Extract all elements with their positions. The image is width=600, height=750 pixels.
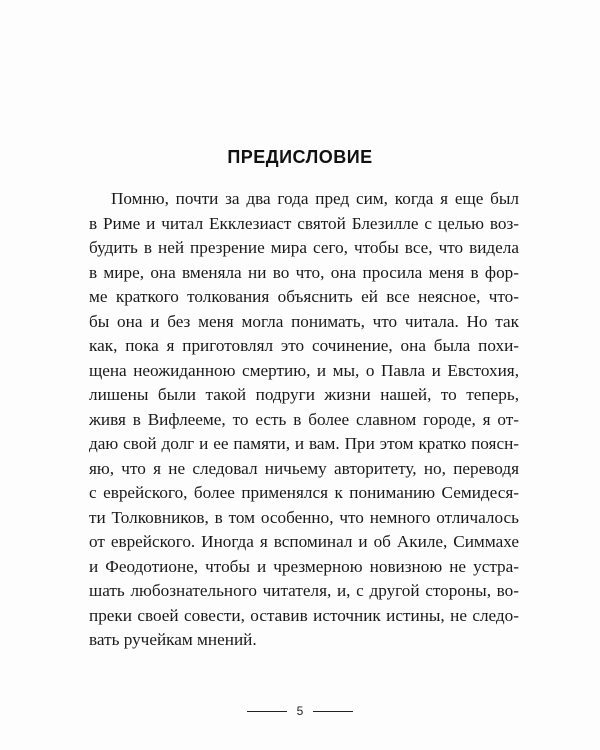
text-line: даю свой долг и ее памяти, и вам. При этом кратко поясн- [89,434,519,453]
page-number: 5 [296,704,304,718]
text-line: от еврейского. Иногда я вспоминал и об Акиле, Симмахе [89,532,519,551]
text-line: вать ручейкам мнений. [89,630,257,649]
text-line: лишены были такой подруги жизни нашей, то теперь, [89,385,519,404]
page-title: ПРЕДИСЛОВИЕ [227,147,373,167]
text-line: ти Толковников, в том особенно, что немного отличалось [89,507,519,527]
text-line: преки своей совести, оставив источник истины, не следо- [89,605,519,625]
text-line: яю, что я не следовал ничьему авторитету, но, переводя [89,458,519,478]
text-line: ме краткого толкования объяснить ей все неясное, что- [89,287,519,306]
footer-rule-right [313,711,353,712]
text-line: бы она и без меня могла понимать, что читала. Но так [89,311,519,331]
text-line: живя в Вифлееме, то есть в более славном городе, я от- [89,409,519,429]
text-line: в Риме и читал Екклезиаст святой Блезилле с целью воз- [89,213,519,233]
text-line: с еврейского, более применялся к пониманию Семидеся- [89,483,519,502]
preface-paragraph [89,187,519,653]
text-line: будить в ней презрение мира сего, чтобы все, что видела [89,238,519,257]
text-line: щена неожиданною смертию, и мы, о Павла и Евстохия, [89,360,519,380]
text-line: как, пока я приготовлял это сочинение, она была похи- [89,336,519,355]
text-line: Помню, почти за два года пред сим, когда я еще был [111,189,519,208]
text-line: и Феодотионе, чтобы и чрезмерною новизною не устра- [89,556,519,576]
page-footer [0,704,600,718]
footer-rule-left [247,711,287,712]
text-line: в мире, она вменяла ни во что, она просила меня в фор- [89,262,519,282]
text-line: шать любознательного читателя, и, с другой стороны, во- [89,581,519,600]
